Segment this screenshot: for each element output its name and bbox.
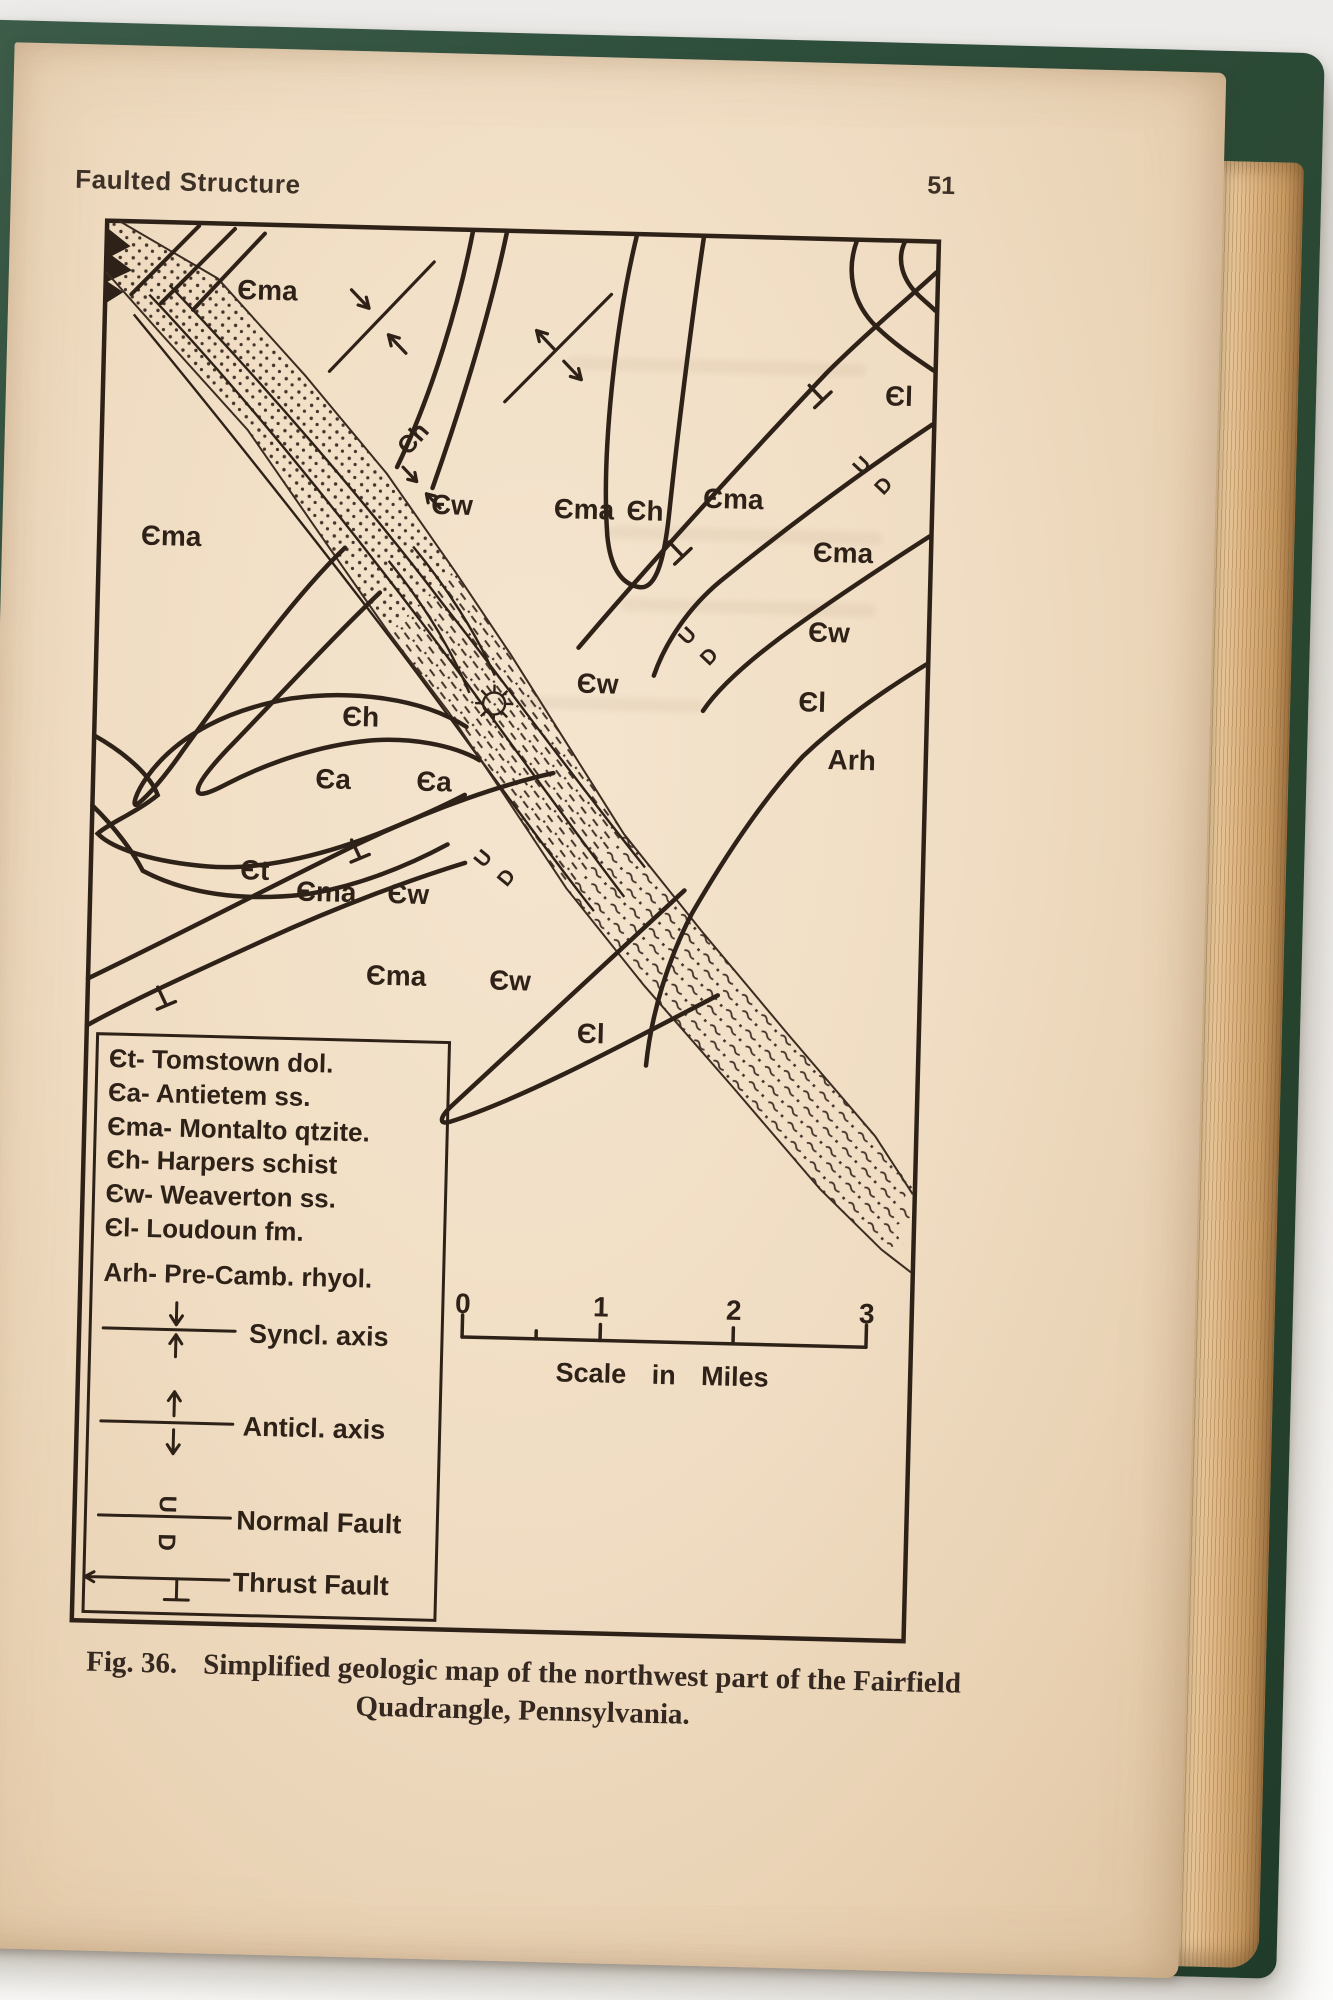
legend-unit-row: Єl- Loudoun fm. (104, 1211, 305, 1247)
ud-letter-d: D (695, 643, 723, 671)
legend-symbol-label: Thrust Fault (232, 1567, 390, 1602)
legend-normal-fault-line (98, 1515, 230, 1518)
map-unit-label: Єh (391, 417, 435, 461)
ud-letter-u: U (848, 452, 876, 479)
legend-unit-row: Єa- Antietem ss. (107, 1076, 311, 1113)
figure-label: Fig. 36. (85, 1645, 178, 1680)
book-page (0, 42, 1226, 1978)
figure-map (68, 216, 945, 1647)
anticline-axis-symbol (505, 292, 612, 405)
ud-letter-d: D (870, 472, 898, 500)
legend (83, 1034, 450, 1621)
legend-unit-row: Arh- Pre-Camb. rhyol. (103, 1256, 373, 1294)
running-head: Faulted Structure (74, 163, 302, 200)
scale-tick-label: 2 (725, 1294, 743, 1327)
normal-fault-ud (674, 623, 723, 670)
svg-text:U: U (153, 1495, 181, 1514)
map-unit-label: Єw (807, 616, 851, 649)
scale-bar (453, 1288, 875, 1396)
map-unit-label: Єw (387, 877, 430, 910)
map-unit-label: Єa (415, 765, 453, 798)
map-unit-label: Єma (236, 273, 299, 307)
legend-symbol-label: Normal Fault (235, 1505, 402, 1540)
svg-text:D: D (152, 1533, 180, 1552)
geologic-map-svg (68, 216, 945, 1647)
map-unit-label: Єma (365, 959, 427, 992)
page-number: 51 (926, 171, 956, 201)
legend-anticline-line (101, 1421, 233, 1424)
map-unit-label: Єa (315, 763, 352, 795)
ud-letter-d: D (492, 864, 521, 891)
map-unit-label: Arh (827, 744, 877, 777)
map-unit-label: Єma (702, 482, 764, 516)
scale-tick-label: 1 (592, 1291, 610, 1323)
map-unit-label: Єh (626, 494, 664, 527)
map-unit-label: Єt (239, 854, 270, 886)
map-unit-label: Єl (884, 380, 914, 413)
scale-caption: Scale in Miles (555, 1357, 770, 1393)
map-unit-label: Єl (797, 686, 827, 718)
map-unit-label: Єl (576, 1017, 606, 1050)
map-border (72, 221, 939, 1642)
map-unit-label: Єma (812, 536, 874, 570)
map-unit-label: Єw (430, 488, 474, 521)
legend-unit-row: Єh- Harpers schist (106, 1143, 338, 1180)
figure-caption-line2: Quadrangle, Pennsylvania. (355, 1690, 691, 1732)
scale-tick-label: 3 (858, 1298, 875, 1330)
map-unit-label: Єw (576, 667, 619, 700)
normal-fault-ud (470, 845, 521, 890)
map-unit-label: Єma (140, 519, 202, 553)
figure-caption (60, 1642, 986, 1742)
figure-caption-line1: Simplified geologic map of the northwest part of the Fairfield (202, 1648, 962, 1700)
open-book (0, 8, 1327, 1993)
legend-symbol-label: Syncl. axis (248, 1318, 390, 1353)
map-unit-label: Єma (553, 493, 615, 526)
legend-unit-row: Єma- Montalto qtzite. (106, 1110, 371, 1148)
map-unit-label: Єma (295, 875, 357, 909)
legend-unit-row: Єt- Tomstown dol. (108, 1042, 334, 1079)
legend-symbol-label: Anticl. axis (242, 1411, 386, 1446)
ud-letter-u: U (469, 845, 498, 872)
ud-letter-u: U (674, 622, 702, 650)
map-unit-label: Єh (341, 700, 380, 733)
map-unit-label: Єw (488, 964, 532, 997)
legend-thrust-fault-line (85, 1572, 229, 1586)
scale-tick-label: 0 (454, 1287, 472, 1320)
legend-unit-row: Єw- Weaverton ss. (105, 1177, 337, 1214)
legend-syncline-line (103, 1328, 235, 1331)
